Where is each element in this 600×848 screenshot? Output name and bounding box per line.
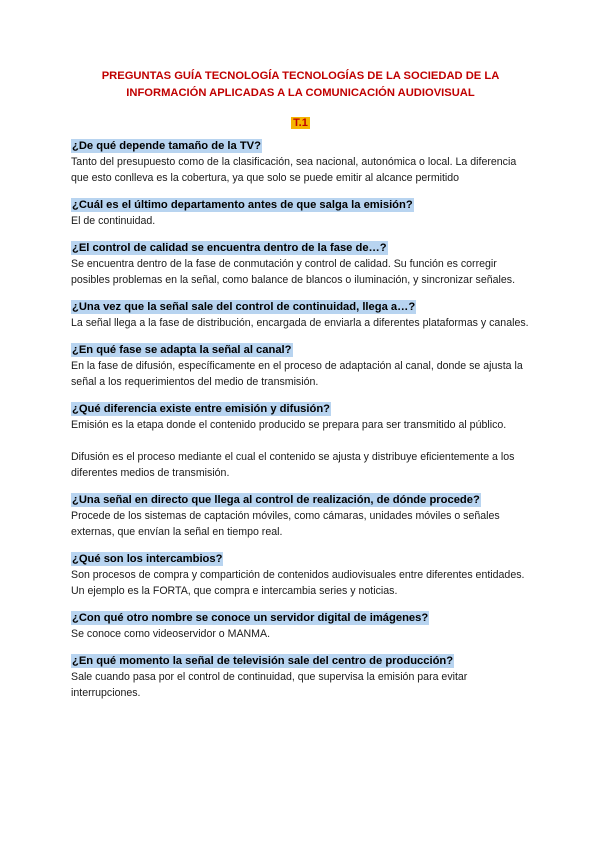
qa-item [71,342,530,390]
answer-text: Difusión es el proceso mediante el cual el contenido se ajusta y distribuye eficientemente a los diferentes medios de transmisión. [71,451,515,479]
qa-item [71,610,530,642]
question-text: ¿De qué depende tamaño de la TV? [72,140,261,152]
unit-label: T.1 [293,117,308,129]
unit-heading [71,115,530,130]
qa-item [71,138,530,186]
answer-text: Emisión es la etapa donde el contenido producido se prepara para ser transmitido al público. [71,419,507,431]
qa-item [71,653,530,701]
title-line-1: PREGUNTAS GUÍA TECNOLOGÍA TECNOLOGÍAS DE LA SOCIEDAD DE LA [101,70,500,82]
answer-text: Se conoce como videoservidor o MANMA. [71,628,271,640]
qa-item [71,492,530,540]
title-line-2: INFORMACIÓN APLICADAS A LA COMUNICACIÓN AUDIOVISUAL [126,87,475,99]
qa-item [71,299,530,331]
question-line [71,197,530,213]
question-line [71,240,530,256]
question-text: ¿Qué diferencia existe entre emisión y difusión? [72,403,331,415]
answer-text: Son procesos de compra y compartición de contenidos audiovisuales entre diferentes entidades. Un ejemplo es la FORTA, que compra e intercambia series y noticias. [71,569,525,597]
answer-text: La señal llega a la fase de distribución, encargada de enviarla a diferentes plataformas y canales. [71,317,529,329]
question-text: ¿El control de calidad se encuentra dentro de la fase de…? [72,242,387,254]
document-title [71,68,530,102]
question-text: ¿Una vez que la señal sale del control de continuidad, llega a…? [72,301,416,313]
question-line [71,492,530,508]
question-text: ¿Qué son los intercambios? [72,553,223,565]
question-text: ¿Una señal en directo que llega al control de realización, de dónde procede? [72,494,480,506]
question-line [71,653,530,669]
question-text: ¿Con qué otro nombre se conoce un servidor digital de imágenes? [72,612,429,624]
question-line [71,299,530,315]
answer-text: Sale cuando pasa por el control de continuidad, que supervisa la emisión para evitar interrupciones. [71,671,468,699]
question-text: ¿Cuál es el último departamento antes de que salga la emisión? [72,199,413,211]
qa-item [71,197,530,229]
question-text: ¿En qué fase se adapta la señal al canal? [72,344,292,356]
question-line [71,551,530,567]
question-text: ¿En qué momento la señal de televisión sale del centro de producción? [72,655,454,667]
answer-text: En la fase de difusión, específicamente en el proceso de adaptación al canal, donde se ajusta la señal a los requerimientos del medio de transmisión. [71,360,523,388]
answer-text: Tanto del presupuesto como de la clasificación, sea nacional, autonómica o local. La diferencia que esto conlleva es la cobertura, ya que solo se puede emitir al alcance permitido [71,156,517,184]
qa-item [71,240,530,288]
answer-text: Procede de los sistemas de captación móviles, como cámaras, unidades móviles o señales externas, que envían la señal en tiempo real. [71,510,500,538]
question-line [71,401,530,417]
question-line [71,138,530,154]
answer-text: El de continuidad. [71,215,156,227]
qa-list [71,138,530,701]
question-line [71,342,530,358]
answer-text: Se encuentra dentro de la fase de conmutación y control de calidad. Su función es corregir posibles problemas en la señal, como balance de blancos o iluminación, y sincronizar señales. [71,258,516,286]
question-line [71,610,530,626]
qa-item [71,401,530,481]
qa-item [71,551,530,599]
